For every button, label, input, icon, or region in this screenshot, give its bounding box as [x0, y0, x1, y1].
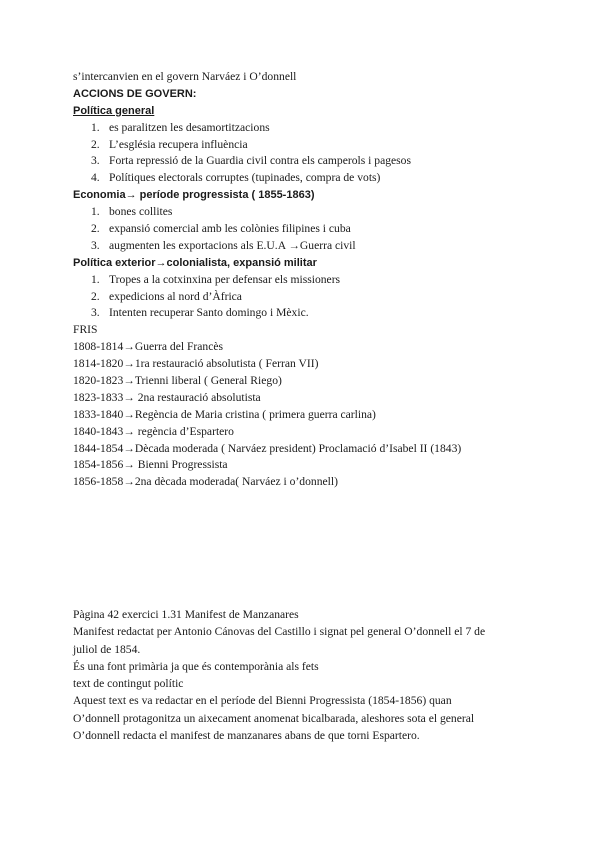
manifest-line: juliol de 1854.: [73, 642, 141, 656]
list-item: 3. Forta repressió de la Guardia civil contra els camperols i pagesos: [91, 154, 411, 168]
accions-heading: ACCIONS DE GOVERN:: [73, 87, 197, 100]
list-item: 1. bones collites: [91, 205, 173, 219]
manifest-line: Pàgina 42 exercici 1.31 Manifest de Manzanares: [73, 608, 299, 621]
exterior-heading: Política exterior→colonialista, expansió militar: [73, 256, 317, 269]
list-item: 2. expedicions al nord d’Àfrica: [91, 289, 242, 303]
notes-section: [73, 69, 533, 491]
list-item: 4. Polítiques electorals corruptes (tupinades, compra de vots): [91, 171, 381, 185]
timeline-entry: 1856-1858→2na dècada moderada( Narváez i o’donnell): [73, 475, 338, 489]
timeline-entry: 1833-1840→Regència de Maria cristina ( primera guerra carlina): [73, 407, 376, 421]
manifest-line: Aquest text es va redactar en el període del Bienni Progressista (1854-1856) quan: [73, 694, 452, 708]
economia-list: [73, 204, 533, 255]
fris-timeline: [73, 339, 533, 491]
economia-heading: Economia→ període progressista ( 1855-1863): [73, 189, 315, 202]
timeline-entry: 1814-1820→1ra restauració absolutista ( Ferran VII): [73, 357, 319, 371]
politica-general-heading: Política general: [73, 104, 155, 117]
manifest-line: Manifest redactat per Antonio Cánovas del Castillo i signat pel general O’donnell el 7 de: [73, 625, 486, 639]
exterior-list: [73, 272, 533, 323]
manifest-section: [73, 606, 533, 744]
list-item: 2. L’església recupera influència: [91, 137, 248, 151]
manifest-line: text de contingut polític: [73, 677, 184, 691]
list-item: 3. augmenten les exportacions als E.U.A →Guerra civil: [91, 238, 356, 252]
intro-line: s’intercanvien en el govern Narváez i O’donnell: [73, 70, 297, 83]
list-item: 1. Tropes a la cotxinxina per defensar els missioners: [91, 272, 341, 286]
list-item: 2. expansió comercial amb les colònies filipines i cuba: [91, 222, 351, 236]
timeline-entry: 1808-1814→Guerra del Francès: [73, 340, 224, 354]
manifest-line: O’donnell redacta el manifest de manzanares abans de que torni Espartero.: [73, 729, 420, 743]
list-item: 3. Intenten recuperar Santo domingo i Mèxic.: [91, 306, 309, 320]
list-item: 1. es paralitzen les desamortitzacions: [91, 120, 270, 134]
politica-general-list: [73, 120, 533, 188]
timeline-entry: 1854-1856→ Bienni Progressista: [73, 458, 228, 472]
timeline-entry: 1823-1833→ 2na restauració absolutista: [73, 390, 261, 404]
manifest-line: És una font primària ja que és contemporània als fets: [73, 659, 319, 673]
timeline-entry: 1840-1843→ regència d’Espartero: [73, 424, 234, 438]
timeline-entry: 1820-1823→Trienni liberal ( General Riego): [73, 374, 282, 388]
manifest-line: O’donnell protagonitza un aixecament anomenat bicalbarada, aleshores sota el general: [73, 711, 475, 725]
fris-heading: FRIS: [73, 323, 98, 337]
timeline-entry: 1844-1854→Dècada moderada ( Narváez president) Proclamació d’Isabel II (1843): [73, 441, 462, 455]
